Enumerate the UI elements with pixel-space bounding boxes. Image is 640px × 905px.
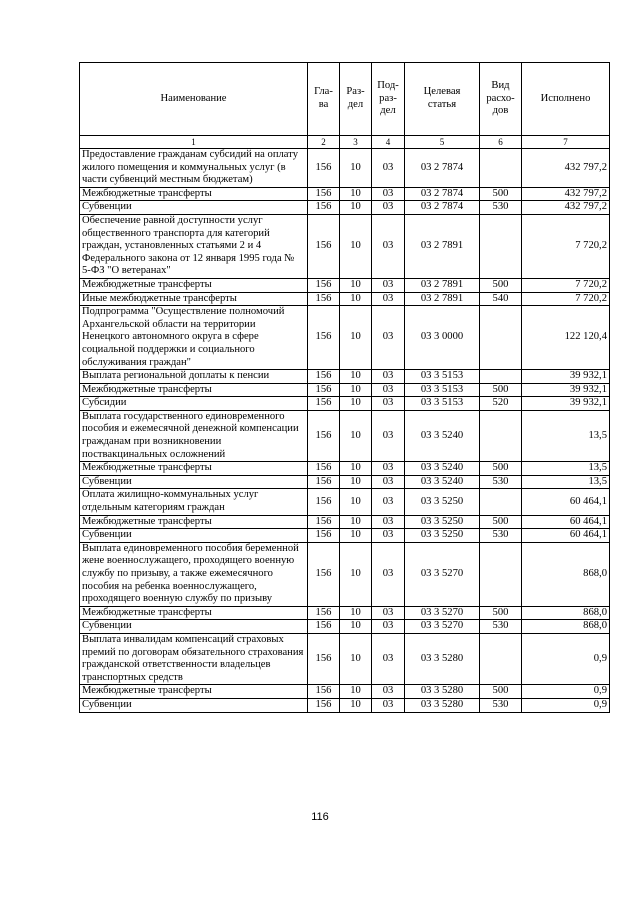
row-executed: 0,9	[522, 685, 610, 699]
row-subsection: 03	[372, 370, 405, 384]
row-subsection: 03	[372, 462, 405, 476]
row-chapter: 156	[308, 620, 340, 634]
row-chapter: 156	[308, 606, 340, 620]
row-subsection: 03	[372, 542, 405, 606]
row-chapter: 156	[308, 633, 340, 684]
row-subsection: 03	[372, 606, 405, 620]
table-row	[80, 214, 610, 278]
row-subsection: 03	[372, 698, 405, 712]
row-chapter: 156	[308, 187, 340, 201]
row-section: 10	[340, 475, 372, 489]
row-target-article: 03 3 0000	[405, 306, 480, 370]
row-name: Субвенции	[80, 620, 308, 634]
row-target-article: 03 3 5270	[405, 620, 480, 634]
row-chapter: 156	[308, 489, 340, 515]
table-row	[80, 278, 610, 292]
row-chapter: 156	[308, 462, 340, 476]
table-row	[80, 542, 610, 606]
row-name: Выплата региональной доплаты к пенсии	[80, 370, 308, 384]
row-subsection: 03	[372, 149, 405, 188]
row-executed: 868,0	[522, 620, 610, 634]
row-name: Обеспечение равной доступности услуг общественного транспорта для категорий граждан, установленных статьями 2 и 4 Федерального закона от 12 января 1995 года № 5-ФЗ "О ветеранах"	[80, 214, 308, 278]
row-expense-type	[480, 149, 522, 188]
row-executed: 39 932,1	[522, 383, 610, 397]
row-subsection: 03	[372, 620, 405, 634]
table-row	[80, 370, 610, 384]
row-target-article: 03 2 7891	[405, 278, 480, 292]
row-executed: 7 720,2	[522, 278, 610, 292]
column-number: 1	[80, 136, 308, 149]
row-executed: 122 120,4	[522, 306, 610, 370]
table-row	[80, 292, 610, 306]
row-section: 10	[340, 397, 372, 411]
table-row	[80, 685, 610, 699]
header-subsection-text: Под- раз- дел	[377, 80, 399, 117]
row-subsection: 03	[372, 383, 405, 397]
row-section: 10	[340, 685, 372, 699]
row-executed: 13,5	[522, 410, 610, 461]
row-executed: 60 464,1	[522, 515, 610, 529]
row-subsection: 03	[372, 489, 405, 515]
header-subsection	[372, 63, 405, 136]
header-section-text: Раз- дел	[346, 86, 365, 110]
row-expense-type: 530	[480, 529, 522, 543]
row-section: 10	[340, 292, 372, 306]
row-executed: 868,0	[522, 606, 610, 620]
row-section: 10	[340, 214, 372, 278]
row-expense-type: 500	[480, 515, 522, 529]
row-executed: 60 464,1	[522, 489, 610, 515]
row-target-article: 03 3 5250	[405, 489, 480, 515]
row-subsection: 03	[372, 410, 405, 461]
table-row	[80, 606, 610, 620]
row-name: Выплата государственного единовременного пособия и ежемесячной денежной компенсации гражданам при возникновении поствакцинальных осложнений	[80, 410, 308, 461]
row-chapter: 156	[308, 370, 340, 384]
row-expense-type	[480, 633, 522, 684]
row-expense-type: 500	[480, 462, 522, 476]
column-number: 2	[308, 136, 340, 149]
header-target-article	[405, 63, 480, 136]
row-name: Субвенции	[80, 529, 308, 543]
row-name: Межбюджетные трансферты	[80, 462, 308, 476]
row-chapter: 156	[308, 529, 340, 543]
budget-table	[79, 62, 610, 713]
row-section: 10	[340, 462, 372, 476]
row-expense-type: 500	[480, 685, 522, 699]
row-target-article: 03 3 5153	[405, 370, 480, 384]
row-subsection: 03	[372, 201, 405, 215]
row-chapter: 156	[308, 475, 340, 489]
column-number: 7	[522, 136, 610, 149]
row-expense-type	[480, 542, 522, 606]
row-target-article: 03 2 7891	[405, 292, 480, 306]
row-executed: 13,5	[522, 475, 610, 489]
header-executed: Исполнено	[522, 63, 610, 136]
row-name: Иные межбюджетные трансферты	[80, 292, 308, 306]
row-name: Межбюджетные трансферты	[80, 383, 308, 397]
header-chapter	[308, 63, 340, 136]
row-name: Межбюджетные трансферты	[80, 606, 308, 620]
row-name: Субвенции	[80, 698, 308, 712]
table-row	[80, 187, 610, 201]
row-target-article: 03 2 7874	[405, 187, 480, 201]
row-executed: 432 797,2	[522, 149, 610, 188]
row-chapter: 156	[308, 515, 340, 529]
row-target-article: 03 3 5240	[405, 462, 480, 476]
row-expense-type	[480, 306, 522, 370]
row-section: 10	[340, 633, 372, 684]
row-expense-type	[480, 410, 522, 461]
row-expense-type	[480, 489, 522, 515]
row-subsection: 03	[372, 475, 405, 489]
row-executed: 868,0	[522, 542, 610, 606]
table-row	[80, 620, 610, 634]
row-executed: 39 932,1	[522, 370, 610, 384]
row-target-article: 03 2 7874	[405, 149, 480, 188]
row-section: 10	[340, 383, 372, 397]
header-target-article-text: Целевая статья	[423, 86, 461, 110]
row-subsection: 03	[372, 278, 405, 292]
table-row	[80, 698, 610, 712]
row-executed: 7 720,2	[522, 214, 610, 278]
row-section: 10	[340, 201, 372, 215]
row-target-article: 03 3 5280	[405, 685, 480, 699]
row-target-article: 03 3 5270	[405, 606, 480, 620]
row-chapter: 156	[308, 306, 340, 370]
table-row	[80, 462, 610, 476]
row-expense-type	[480, 370, 522, 384]
row-subsection: 03	[372, 187, 405, 201]
row-target-article: 03 3 5240	[405, 410, 480, 461]
header-expense-type	[480, 63, 522, 136]
row-name: Межбюджетные трансферты	[80, 515, 308, 529]
row-target-article: 03 3 5250	[405, 515, 480, 529]
row-chapter: 156	[308, 698, 340, 712]
column-number: 6	[480, 136, 522, 149]
row-executed: 0,9	[522, 633, 610, 684]
row-chapter: 156	[308, 397, 340, 411]
row-name: Субвенции	[80, 201, 308, 215]
row-executed: 7 720,2	[522, 292, 610, 306]
row-target-article: 03 3 5250	[405, 529, 480, 543]
row-section: 10	[340, 620, 372, 634]
row-executed: 0,9	[522, 698, 610, 712]
row-target-article: 03 2 7891	[405, 214, 480, 278]
row-name: Межбюджетные трансферты	[80, 685, 308, 699]
table-row	[80, 633, 610, 684]
row-section: 10	[340, 410, 372, 461]
row-chapter: 156	[308, 542, 340, 606]
row-expense-type: 520	[480, 397, 522, 411]
row-expense-type: 500	[480, 383, 522, 397]
row-executed: 432 797,2	[522, 201, 610, 215]
row-subsection: 03	[372, 292, 405, 306]
row-expense-type: 540	[480, 292, 522, 306]
row-target-article: 03 3 5280	[405, 633, 480, 684]
row-subsection: 03	[372, 515, 405, 529]
row-subsection: 03	[372, 214, 405, 278]
row-section: 10	[340, 306, 372, 370]
row-expense-type: 500	[480, 187, 522, 201]
row-name: Межбюджетные трансферты	[80, 278, 308, 292]
row-section: 10	[340, 529, 372, 543]
row-name: Оплата жилищно-коммунальных услуг отдельным категориям граждан	[80, 489, 308, 515]
page-number: 116	[311, 811, 329, 823]
row-expense-type: 500	[480, 606, 522, 620]
row-section: 10	[340, 489, 372, 515]
row-expense-type: 500	[480, 278, 522, 292]
header-name: Наименование	[80, 63, 308, 136]
row-target-article: 03 3 5153	[405, 397, 480, 411]
row-chapter: 156	[308, 201, 340, 215]
table-row	[80, 515, 610, 529]
row-name: Субсидии	[80, 397, 308, 411]
row-subsection: 03	[372, 306, 405, 370]
table-row	[80, 397, 610, 411]
row-executed: 13,5	[522, 462, 610, 476]
table-row	[80, 306, 610, 370]
row-section: 10	[340, 278, 372, 292]
header-expense-type-text: Вид расхо- дов	[486, 80, 515, 117]
row-target-article: 03 3 5280	[405, 698, 480, 712]
row-section: 10	[340, 370, 372, 384]
row-name: Субвенции	[80, 475, 308, 489]
row-expense-type: 530	[480, 201, 522, 215]
row-name: Выплата инвалидам компенсаций страховых премий по договорам обязательного страхования гражданской ответственности владельцев транспортных средств	[80, 633, 308, 684]
table-row	[80, 475, 610, 489]
row-expense-type: 530	[480, 475, 522, 489]
row-expense-type	[480, 214, 522, 278]
table-row	[80, 489, 610, 515]
table-row	[80, 410, 610, 461]
column-number: 4	[372, 136, 405, 149]
header-row	[80, 63, 610, 136]
row-section: 10	[340, 515, 372, 529]
header-section	[340, 63, 372, 136]
row-chapter: 156	[308, 383, 340, 397]
row-section: 10	[340, 542, 372, 606]
table-row	[80, 383, 610, 397]
row-name: Подпрограмма "Осуществление полномочий Архангельской области на территории Ненецкого автономного округа в сфере социальной поддержки и социального обслуживания граждан"	[80, 306, 308, 370]
row-chapter: 156	[308, 292, 340, 306]
row-chapter: 156	[308, 685, 340, 699]
row-executed: 432 797,2	[522, 187, 610, 201]
row-subsection: 03	[372, 529, 405, 543]
row-name: Выплата единовременного пособия беременной жене военнослужащего, проходящего военную службу по призыву, а также ежемесячного пособия на ребенка военнослужащего, проходящего военную службу по призыву	[80, 542, 308, 606]
row-name: Предоставление гражданам субсидий на оплату жилого помещения и коммунальных услуг (в части субвенций местным бюджетам)	[80, 149, 308, 188]
column-number: 3	[340, 136, 372, 149]
row-chapter: 156	[308, 278, 340, 292]
row-chapter: 156	[308, 214, 340, 278]
table-row	[80, 201, 610, 215]
row-expense-type: 530	[480, 620, 522, 634]
row-target-article: 03 3 5153	[405, 383, 480, 397]
row-section: 10	[340, 149, 372, 188]
column-number-row	[80, 136, 610, 149]
row-subsection: 03	[372, 685, 405, 699]
column-number: 5	[405, 136, 480, 149]
row-subsection: 03	[372, 397, 405, 411]
row-target-article: 03 3 5270	[405, 542, 480, 606]
row-section: 10	[340, 698, 372, 712]
row-section: 10	[340, 606, 372, 620]
row-target-article: 03 2 7874	[405, 201, 480, 215]
row-expense-type: 530	[480, 698, 522, 712]
row-section: 10	[340, 187, 372, 201]
row-chapter: 156	[308, 149, 340, 188]
row-name: Межбюджетные трансферты	[80, 187, 308, 201]
table-body	[80, 136, 610, 713]
row-target-article: 03 3 5240	[405, 475, 480, 489]
row-subsection: 03	[372, 633, 405, 684]
header-chapter-text: Гла- ва	[314, 86, 333, 110]
table-row	[80, 149, 610, 188]
table-row	[80, 529, 610, 543]
row-executed: 39 932,1	[522, 397, 610, 411]
row-executed: 60 464,1	[522, 529, 610, 543]
row-chapter: 156	[308, 410, 340, 461]
